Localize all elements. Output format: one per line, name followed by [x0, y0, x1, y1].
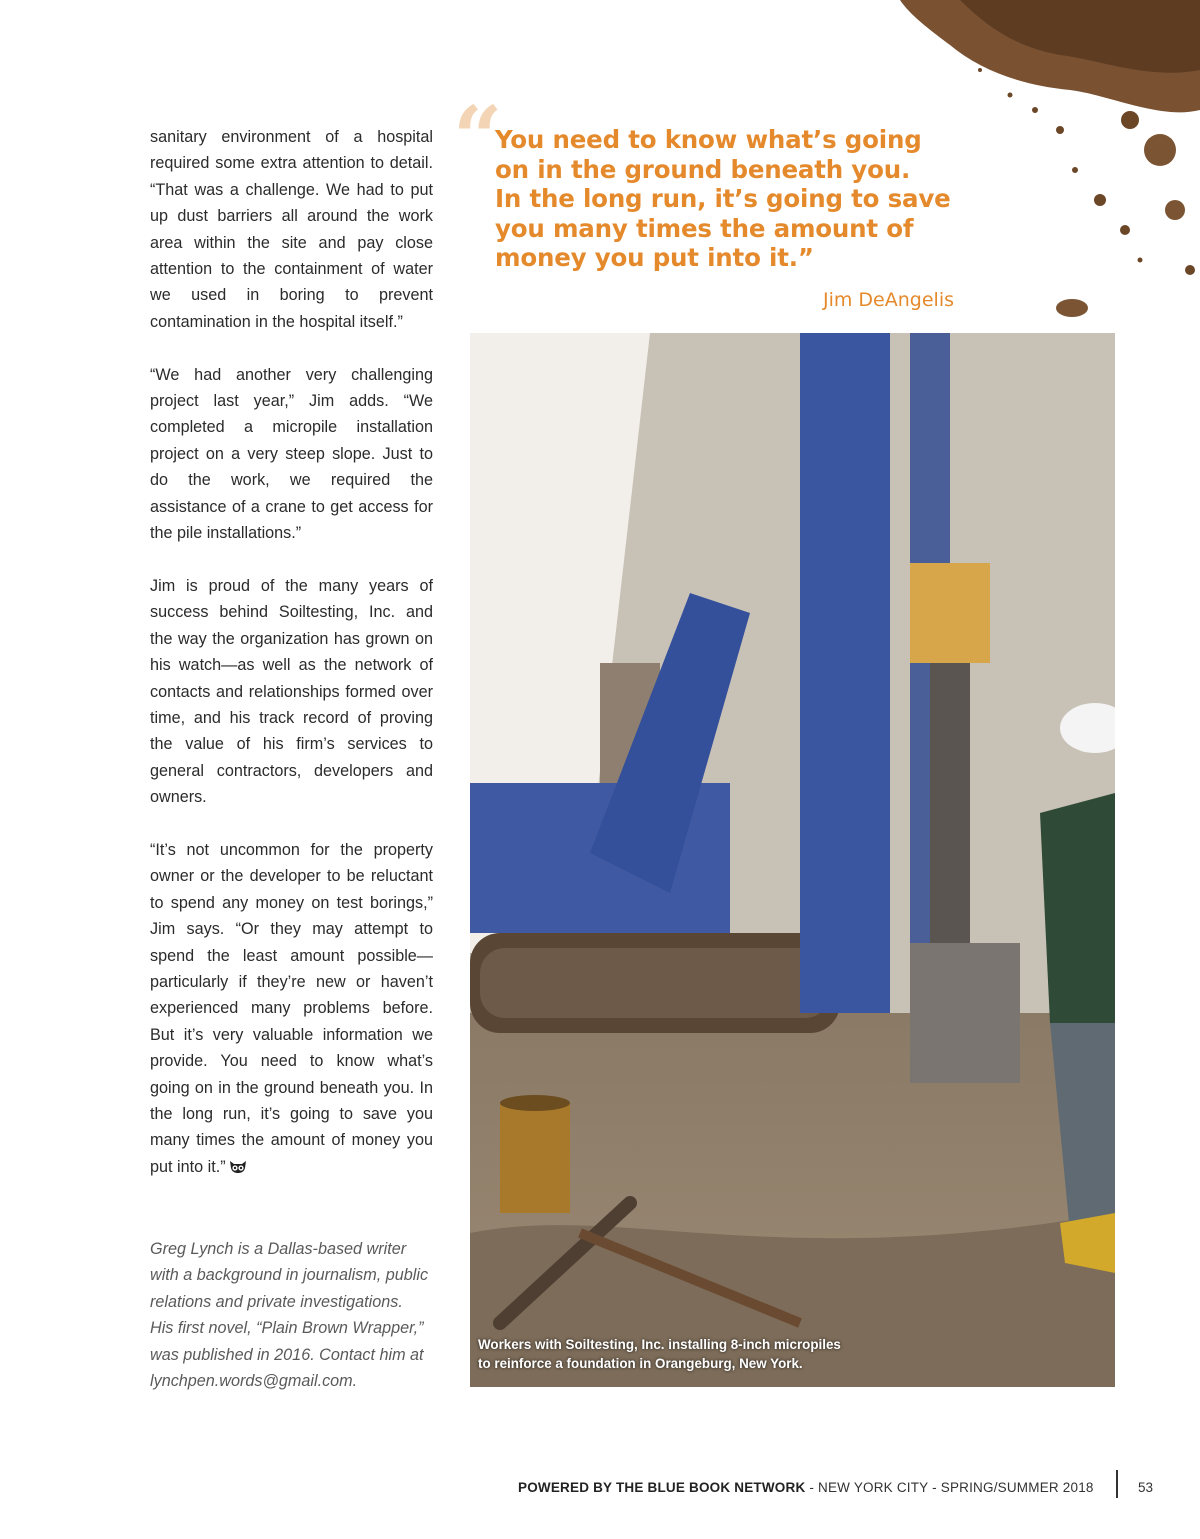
- author-bio: [150, 1236, 433, 1394]
- bio-line: His first novel, “Plain Brown Wrapper,”: [150, 1319, 424, 1338]
- paragraph-final: [150, 837, 433, 1182]
- footer-issue: - NEW YORK CITY - SPRING/SUMMER 2018: [805, 1480, 1094, 1495]
- paragraph: sanitary environment of a hospital required some extra attention to detail. “That was a challenge. We had to put up dust barriers all around the work area within the site and pay close attention to the containment of water we used in boring to prevent contamination in the hospital itself.”: [150, 128, 433, 331]
- pull-quote-line: on in the ground beneath you.: [495, 154, 911, 184]
- paragraph-final-text: “It’s not uncommon for the property owner or the developer to be reluctant to spend any money on test borings,” Jim says. “Or they may attempt to spend the least amount possible—particularly if they’re new or haven’t experienced many problems before. But it’s very valuable information we provide. You need to know what’s going on in the ground beneath you. In the long run, it’s going to save you many times the amount of money you put into it.”: [150, 840, 433, 1176]
- bio-line: with a background in journalism, public: [150, 1266, 429, 1285]
- article-body: [150, 124, 433, 1182]
- pull-quote-line: you many times the amount of: [495, 213, 914, 243]
- footer: [518, 1480, 1094, 1495]
- pull-quote-line: money you put into it.”: [495, 243, 814, 272]
- quote-attribution: Jim DeAngelis: [823, 289, 954, 311]
- page-number: 53: [1138, 1480, 1154, 1495]
- paragraph: “We had another very challenging project last year,” Jim adds. “We completed a micropile installation project on a very steep slope. Just to do the work, we required the assistance of a crane to get access for the pile installations.”: [150, 365, 433, 543]
- bio-line: lynchpen.words@gmail.com.: [150, 1372, 358, 1391]
- owl-icon: [229, 1156, 247, 1182]
- quote-mark: “: [453, 88, 503, 189]
- footer-brand: POWERED BY THE BLUE BOOK NETWORK: [518, 1480, 806, 1495]
- pull-quote-line: In the long run, it’s going to save: [495, 184, 951, 213]
- caption-line: to reinforce a foundation in Orangeburg, New York.: [478, 1356, 803, 1371]
- bio-line: was published in 2016. Contact him at: [150, 1345, 424, 1364]
- caption-line: Workers with Soiltesting, Inc. installing 8-inch micropiles: [478, 1337, 841, 1352]
- bio-line: Greg Lynch is a Dallas-based writer: [150, 1240, 407, 1258]
- pull-quote-line: You need to know what’s going: [495, 125, 922, 154]
- bio-line: relations and private investigations.: [150, 1292, 403, 1311]
- footer-divider: [1116, 1470, 1118, 1498]
- drilling-rig-photo: [470, 333, 1115, 1387]
- photo-illustration: [470, 333, 1115, 1387]
- paragraph: Jim is proud of the many years of success behind Soiltesting, Inc. and the way the organization has grown on his watch—as well as the network of contacts and relationships formed over time, and his track record of proving the value of his firm’s services to general contractors, developers and owners.: [150, 576, 433, 807]
- photo-caption: [478, 1335, 918, 1373]
- pull-quote: [495, 125, 965, 273]
